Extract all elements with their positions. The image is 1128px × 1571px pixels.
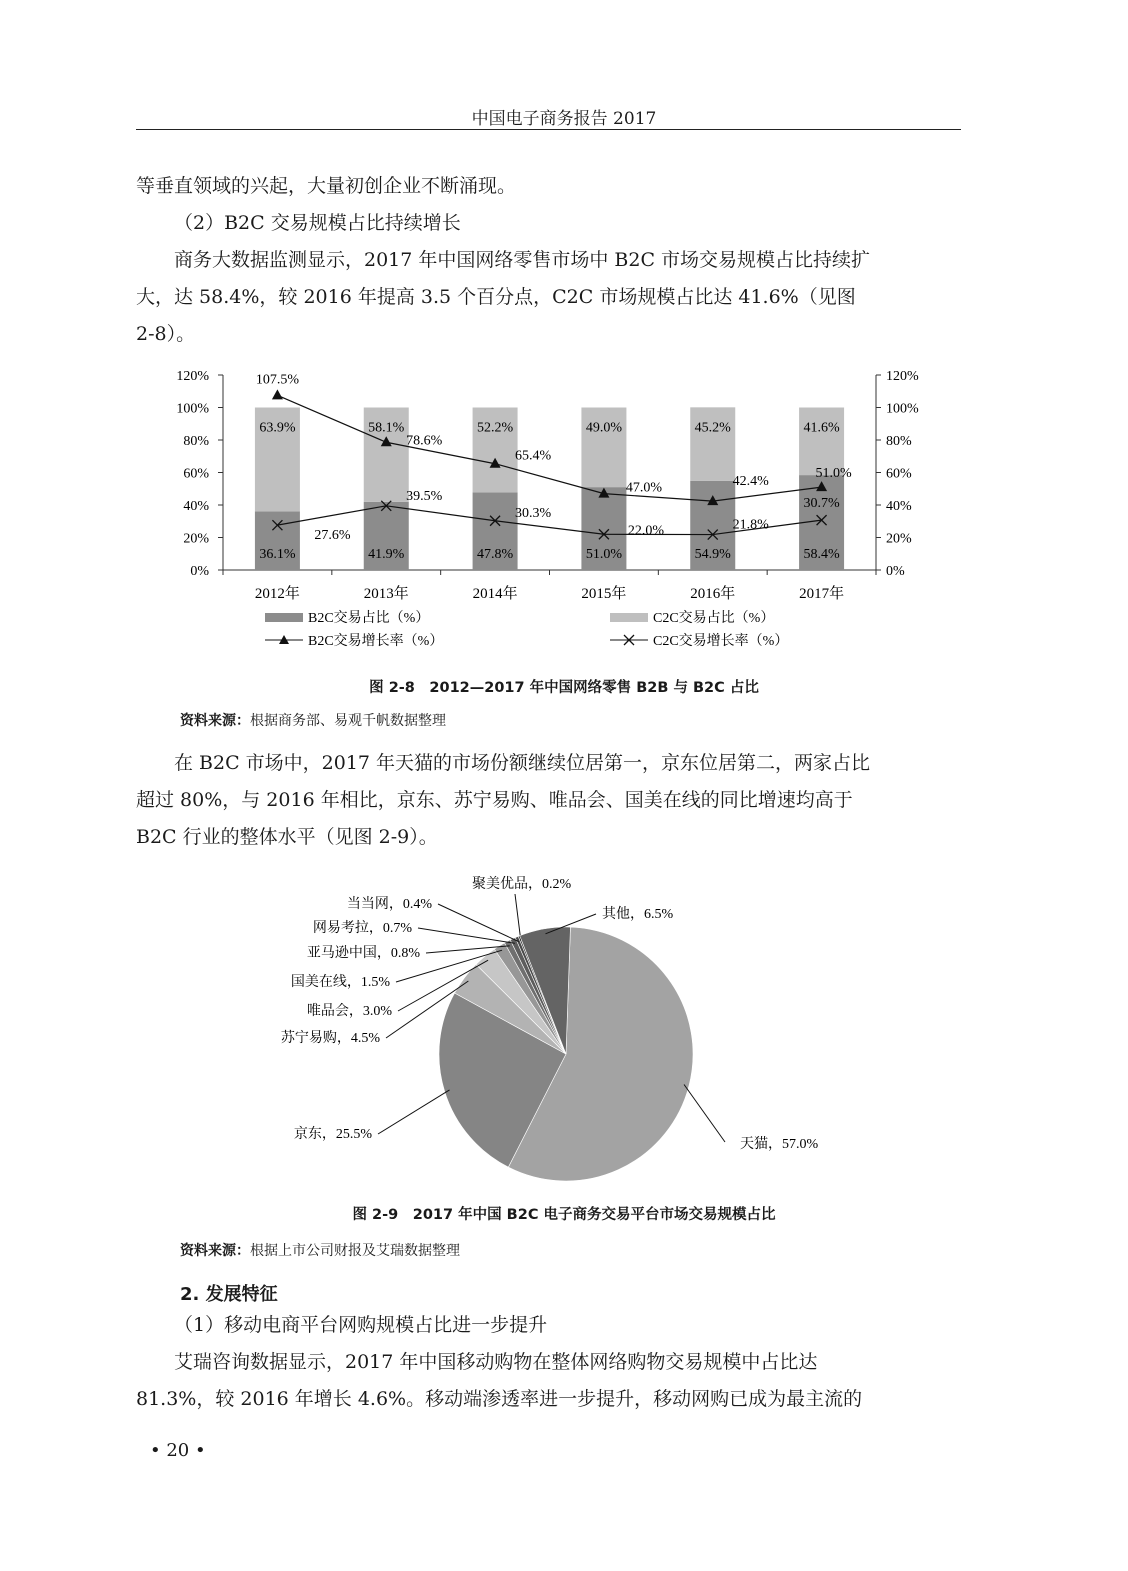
figure-2-9-source: [180, 1240, 460, 1260]
pie-label: 当当网，0.4%: [346, 897, 432, 912]
label-c2c-growth: 21.8%: [732, 517, 769, 533]
bar-label-c2c: 49.0%: [585, 420, 623, 436]
b2c-c2c-share-chart: [150, 360, 950, 660]
text-line: （1）移动电商平台网购规模占比进一步提升: [174, 1314, 548, 1336]
label-b2c-growth: 78.6%: [406, 433, 443, 449]
pie-label: 网易考拉，0.7%: [312, 921, 412, 936]
x-tick-label: 2016年: [690, 586, 736, 602]
bar-c2c: [799, 408, 844, 476]
label-b2c-growth: 51.0%: [815, 466, 852, 482]
source-text: 根据商务部、易观千帆数据整理: [250, 713, 446, 729]
text-line: 81.3%，较 2016 年增长 4.6%。移动端渗透率进一步提升，移动网购已成为最主流的: [136, 1388, 863, 1410]
header-rule: [136, 129, 961, 130]
text-line: 等垂直领域的兴起，大量初创企业不断涌现。: [136, 175, 517, 197]
text-line: 超过 80%，与 2016 年相比，京东、苏宁易购、唯品会、国美在线的同比增速均高于: [136, 789, 853, 811]
bar-label-c2c: 58.1%: [368, 420, 405, 436]
y-tick-label-left: 60%: [183, 466, 209, 482]
y-tick-label-left: 20%: [183, 531, 209, 547]
y-tick-label-right: 80%: [886, 434, 912, 449]
bar-label-b2c: 54.9%: [694, 547, 731, 562]
x-tick-label: 2014年: [472, 586, 518, 602]
pie-label: 天猫，57.0%: [740, 1137, 819, 1152]
text-line: B2C 行业的整体水平（见图 2-9）。: [136, 826, 438, 848]
bar-label-b2c: 36.1%: [259, 547, 296, 562]
body-text-middle: [136, 745, 962, 856]
page-number: • 20 •: [150, 1440, 206, 1461]
pie-leader-line: [684, 1085, 725, 1142]
label-b2c-growth: 42.4%: [732, 474, 769, 490]
y-tick-label-right: 20%: [886, 531, 912, 547]
body-text-bottom: [136, 1307, 962, 1418]
pie-leader-line: [515, 894, 521, 941]
pie-leader-line: [418, 928, 515, 943]
label-c2c-growth: 30.3%: [514, 505, 552, 521]
text-line: （2）B2C 交易规模占比持续增长: [174, 212, 461, 234]
text-line: 大，达 58.4%，较 2016 年提高 3.5 个百分点，C2C 市场规模占比达 41.6%（见图: [136, 286, 856, 308]
bar-label-c2c: 63.9%: [259, 420, 296, 436]
y-tick-label-left: 120%: [176, 369, 209, 384]
marker-triangle: [272, 389, 283, 399]
source-text: 根据上市公司财报及艾瑞数据整理: [250, 1243, 460, 1259]
text-line: 商务大数据监测显示，2017 年中国网络零售市场中 B2C 市场交易规模占比持续扩: [174, 249, 871, 271]
section-title: 2. 发展特征: [180, 1284, 278, 1305]
text-line: 艾瑞咨询数据显示，2017 年中国移动购物在整体网络购物交易规模中占比达: [174, 1351, 818, 1373]
bar-label-b2c: 51.0%: [585, 547, 623, 562]
x-tick-label: 2012年: [254, 586, 300, 602]
label-b2c-growth: 47.0%: [625, 480, 663, 496]
figure-2-9-caption: 图 2-9 2017 年中国 B2C 电子商务交易平台市场交易规模占比: [352, 1207, 776, 1223]
y-tick-label-left: 100%: [176, 401, 209, 417]
pie-label: 国美在线，1.5%: [290, 975, 390, 990]
b2c-platform-share-pie: [200, 860, 920, 1190]
legend-label-b2c-growth: B2C交易增长率（%）: [308, 634, 444, 649]
bar-label-c2c: 52.2%: [476, 420, 514, 436]
bar-label-c2c: 45.2%: [694, 420, 731, 436]
bar-c2c: [690, 407, 735, 480]
legend-swatch-c2c: [610, 613, 648, 622]
label-c2c-growth: 39.5%: [406, 488, 443, 504]
pie-leader-line: [438, 904, 519, 942]
pie-label: 亚马逊中国，0.8%: [306, 946, 420, 961]
y-tick-label-right: 0%: [886, 564, 905, 579]
y-tick-label-left: 40%: [183, 499, 209, 514]
running-head: 中国电子商务报告 2017: [471, 109, 657, 129]
y-tick-label-right: 120%: [886, 369, 919, 384]
source-label: 资料来源：: [180, 1243, 250, 1259]
source-label: 资料来源：: [180, 713, 250, 729]
text-line: 2-8）。: [136, 323, 196, 345]
x-tick-label: 2017年: [799, 586, 845, 602]
bar-c2c: [581, 408, 626, 488]
legend-label-c2c: C2C交易占比（%）: [653, 611, 775, 626]
y-tick-label-left: 0%: [190, 564, 209, 579]
bar-label-b2c: 41.9%: [368, 547, 405, 562]
legend-label-c2c-growth: C2C交易增长率（%）: [653, 634, 789, 649]
legend-swatch-b2c: [265, 613, 303, 622]
figure-2-8-source: [180, 710, 446, 730]
bar-label-c2c: 41.6%: [803, 420, 840, 436]
label-b2c-growth: 107.5%: [255, 372, 300, 388]
figure-2-8-caption: 图 2-8 2012—2017 年中国网络零售 B2B 与 B2C 占比: [369, 680, 759, 696]
pie-label: 苏宁易购，4.5%: [280, 1031, 380, 1046]
pie-label: 京东，25.5%: [293, 1127, 372, 1142]
y-tick-label-left: 80%: [183, 434, 209, 449]
x-tick-label: 2013年: [363, 586, 409, 602]
y-tick-label-right: 100%: [886, 401, 919, 417]
y-tick-label-right: 60%: [886, 466, 912, 482]
legend-label-b2c: B2C交易占比（%）: [308, 611, 430, 626]
text-line: 在 B2C 市场中，2017 年天猫的市场份额继续位居第一，京东位居第二，两家占比: [174, 752, 871, 774]
pie-label: 唯品会，3.0%: [306, 1004, 392, 1019]
body-text-top: [136, 168, 962, 353]
bar-label-b2c: 58.4%: [803, 547, 840, 562]
pie-label: 其他，6.5%: [602, 907, 674, 922]
x-tick-label: 2015年: [581, 586, 627, 602]
label-c2c-growth: 30.7%: [803, 496, 840, 512]
label-c2c-growth: 27.6%: [314, 528, 351, 544]
bar-label-b2c: 47.8%: [476, 547, 514, 562]
y-tick-label-right: 40%: [886, 499, 912, 514]
pie-label: 聚美优品，0.2%: [472, 877, 572, 892]
label-c2c-growth: 22.0%: [627, 523, 665, 539]
label-b2c-growth: 65.4%: [514, 448, 552, 464]
pie-leader-line: [378, 1090, 450, 1134]
